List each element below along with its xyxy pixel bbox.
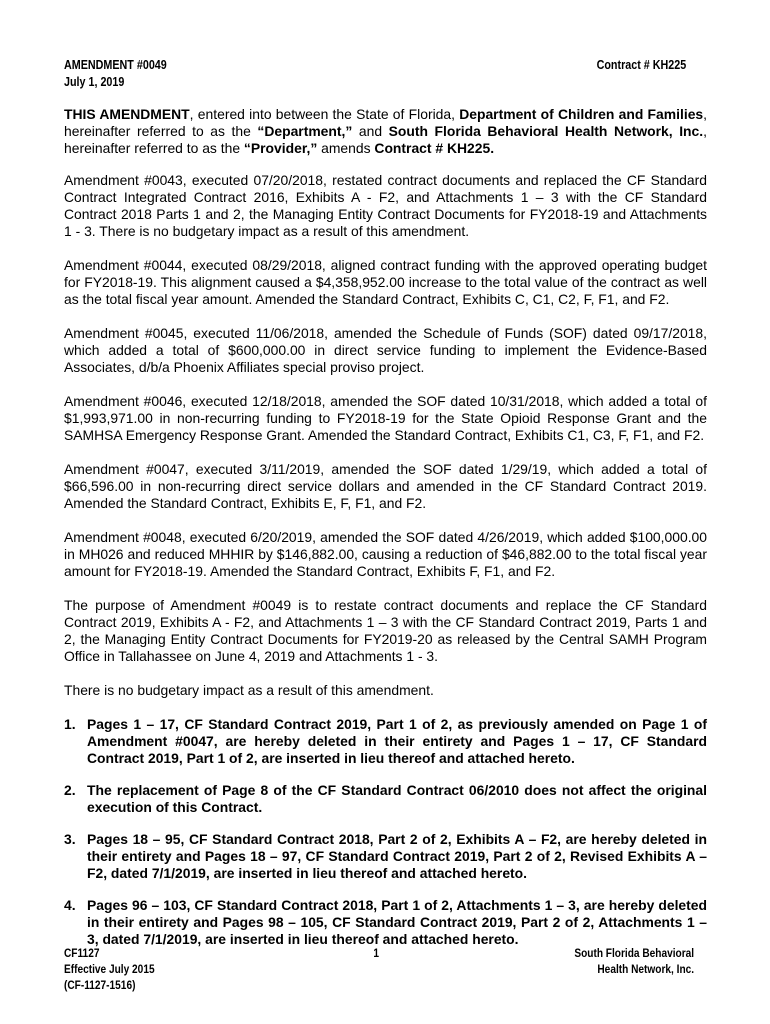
page-number: 1 bbox=[373, 948, 380, 960]
item-text: The replacement of Page 8 of the CF Standard Contract 06/2010 does not affect the original execution of this Contract. bbox=[87, 782, 707, 815]
paragraph-amendment-0048: Amendment #0048, executed 6/20/2019, amended the SOF dated 4/26/2019, which added $100,000.00 in MH026 and reduced MHHIR by $146,882.00, causing a reduction of $46,882.00 to the total fiscal year amount for FY2018-19. Amended the Standard Contract, Exhibits F, F1, and F2. bbox=[64, 529, 707, 579]
provider-term: “Provider,” bbox=[243, 140, 318, 156]
intro-paragraph bbox=[64, 106, 707, 157]
contract-reference: Contract # KH225. bbox=[374, 140, 495, 156]
paragraph-budget-note: There is no budgetary impact as a result of this amendment. bbox=[64, 682, 434, 698]
organization-line-1: South Florida Behavioral bbox=[574, 948, 694, 960]
intro-text: and bbox=[352, 123, 389, 139]
item-text: Pages 1 – 17, CF Standard Contract 2019, Part 1 of 2, as previously amended on Page 1 of Amendment #0047, are hereby deleted in their entirety and Pages 1 – 17, CF Standard Contract 2019, Part 1 of 2, are inserted in lieu thereof and attached hereto. bbox=[87, 716, 707, 766]
intro-text: amends bbox=[317, 140, 375, 156]
form-effective-date: Effective July 2015 bbox=[64, 964, 155, 976]
department-term: “Department,” bbox=[257, 123, 353, 139]
footer-organization bbox=[574, 946, 694, 978]
contract-number: Contract # KH225 bbox=[596, 58, 686, 72]
item-text: Pages 96 – 103, CF Standard Contract 2018, Part 1 of 2, Attachments 1 – 3, are hereby deleted in their entirety and Pages 98 – 105, CF Standard Contract 2019, Part 2 of 2, Attachments 1 – 3, dated 7/1/2019, are inserted in lieu thereof and attached hereto. bbox=[87, 897, 707, 947]
amendment-number: AMENDMENT #0049 bbox=[64, 58, 167, 72]
intro-text: , hereinafter referred to as the bbox=[64, 123, 707, 156]
list-item bbox=[64, 782, 707, 816]
paragraph-amendment-0045: Amendment #0045, executed 11/06/2018, amended the Schedule of Funds (SOF) dated 09/17/2018, which added a total of $600,000.00 in direct service funding to implement the Evidence-Based Associates, d/b/a Phoenix Affiliates special proviso project. bbox=[64, 325, 707, 375]
item-number: 3. bbox=[64, 831, 76, 847]
list-item bbox=[64, 716, 707, 767]
paragraph-purpose: The purpose of Amendment #0049 is to restate contract documents and replace the CF Standard Contract 2019, Exhibits A - F2, and Attachments 1 – 3 with the CF Standard Contract 2019, Parts 1 and 2, the Managing Entity Contract Documents for FY2019-20 as released by the Central SAMH Program Office in Tallahassee on June 4, 2019 and Attachments 1 - 3. bbox=[64, 597, 707, 664]
footer-form-info bbox=[64, 946, 155, 994]
item-text: Pages 18 – 95, CF Standard Contract 2018, Part 2 of 2, Exhibits A – F2, are hereby deleted in their entirety and Pages 18 – 97, CF Standard Contract 2019, Part 2 of 2, Revised Exhibits A – F2, dated 7/1/2019, are inserted in lieu thereof and attached hereto. bbox=[87, 831, 707, 881]
intro-text: , entered into between the State of Florida, bbox=[189, 106, 460, 122]
item-number: 2. bbox=[64, 782, 76, 798]
paragraph-amendment-0044: Amendment #0044, executed 08/29/2018, aligned contract funding with the approved operating budget for FY2018-19. This alignment caused a $4,358,952.00 increase to the total value of the contract as well as the total fiscal year amount. Amended the Standard Contract, Exhibits C, C1, C2, F, F1, and F2. bbox=[64, 257, 707, 307]
intro-text: , hereinafter referred to as the bbox=[64, 106, 707, 139]
paragraph-amendment-0047: Amendment #0047, executed 3/11/2019, amended the SOF dated 1/29/19, which added a total of $66,596.00 in non-recurring direct service dollars and amended in the CF Standard Contract 2019. Amended the Standard Contract, Exhibits E, F, F1, and F2. bbox=[64, 461, 707, 511]
document-body bbox=[64, 106, 707, 963]
provider-name: South Florida Behavioral Health Network, Inc. bbox=[388, 123, 704, 139]
item-number: 1. bbox=[64, 716, 76, 732]
amendment-items-list bbox=[64, 716, 707, 948]
organization-line-2: Health Network, Inc. bbox=[597, 964, 694, 976]
header-left bbox=[64, 57, 167, 91]
list-item bbox=[64, 831, 707, 882]
form-number: CF1127 bbox=[64, 948, 100, 960]
item-number: 4. bbox=[64, 897, 76, 913]
list-item bbox=[64, 897, 707, 948]
amendment-date: July 1, 2019 bbox=[64, 75, 125, 89]
form-code: (CF-1127-1516) bbox=[64, 980, 136, 992]
intro-lead: THIS AMENDMENT bbox=[64, 106, 190, 122]
department-name: Department of Children and Families bbox=[459, 106, 704, 122]
paragraph-amendment-0046: Amendment #0046, executed 12/18/2018, amended the SOF dated 10/31/2018, which added a total of $1,993,971.00 in non-recurring funding to FY2018-19 for the State Opioid Response Grant and the SAMHSA Emergency Response Grant. Amended the Standard Contract, Exhibits C1, C3, F, F1, and F2. bbox=[64, 393, 707, 443]
paragraph-amendment-0043: Amendment #0043, executed 07/20/2018, restated contract documents and replaced the CF Standard Contract Integrated Contract 2016, Exhibits A - F2, and Attachments 1 – 3 with the CF Standard Contract 2018 Parts 1 and 2, the Managing Entity Contract Documents for FY2018-19 and Attachments 1 - 3. There is no budgetary impact as a result of this amendment. bbox=[64, 172, 707, 239]
